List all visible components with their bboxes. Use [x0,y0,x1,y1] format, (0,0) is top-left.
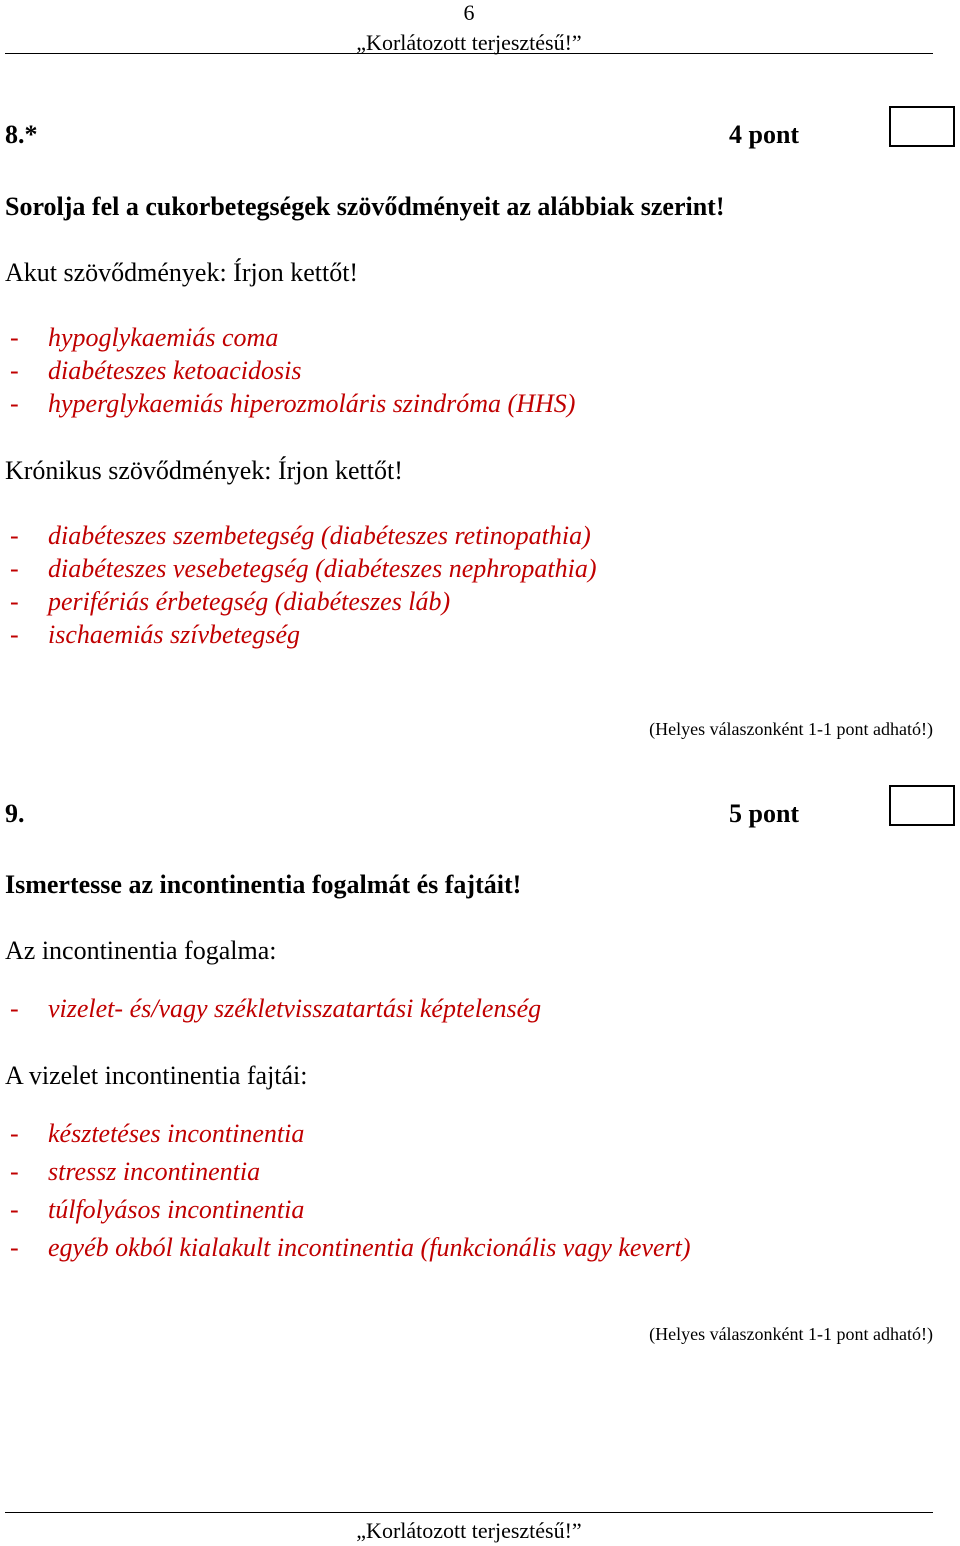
question-8-chronic-label: Krónikus szövődmények: Írjon kettőt! [5,456,403,485]
question-9-definition-label: Az incontinentia fogalma: [5,936,277,965]
question-9-scoring-note: (Helyes válaszonként 1-1 pont adható!) [649,1324,933,1344]
question-9-score-box [889,785,955,826]
answer-text: diabéteszes vesebetegség (diabéteszes nephropathia) [48,554,597,583]
answer-text: túlfolyásos incontinentia [48,1195,305,1224]
answer-dash: - [10,1233,19,1262]
question-9-points: 5 pont [729,799,800,828]
answer-dash: - [10,554,19,583]
answer-dash: - [10,356,19,385]
answer-text: késztetéses incontinentia [48,1119,305,1148]
answer-dash: - [10,620,19,649]
footer-restriction-notice: „Korlátozott terjesztésű!” [356,1518,582,1543]
question-8-points: 4 pont [729,120,800,149]
answer-dash: - [10,587,19,616]
question-9-number: 9. [5,799,25,828]
footer-divider [5,1512,933,1513]
question-9-types-label: A vizelet incontinentia fajtái: [5,1061,308,1090]
answer-dash: - [10,1195,19,1224]
answer-text: diabéteszes ketoacidosis [48,356,302,385]
answer-dash: - [10,521,19,550]
question-8-text: Sorolja fel a cukorbetegségek szövődményeit az alábbiak szerint! [5,192,725,221]
answer-text: perifériás érbetegség (diabéteszes láb) [48,587,451,616]
question-8-score-box [889,106,955,147]
answer-dash: - [10,994,19,1023]
answer-dash: - [10,1157,19,1186]
answer-text: hyperglykaemiás hiperozmoláris szindróma (HHS) [48,389,576,418]
answer-text: egyéb okból kialakult incontinentia (funkcionális vagy kevert) [48,1233,691,1262]
answer-text: diabéteszes szembetegség (diabéteszes retinopathia) [48,521,591,550]
answer-text: vizelet- és/vagy székletvisszatartási képtelenség [48,994,542,1023]
question-8-scoring-note: (Helyes válaszonként 1-1 pont adható!) [649,719,933,739]
answer-dash: - [10,389,19,418]
answer-text: hypoglykaemiás coma [48,323,279,352]
header-divider [5,53,933,54]
question-8-acute-label: Akut szövődmények: Írjon kettőt! [5,258,359,287]
answer-dash: - [10,323,19,352]
answer-text: ischaemiás szívbetegség [48,620,301,649]
question-8-number: 8.* [5,120,38,149]
header-restriction-notice: „Korlátozott terjesztésű!” [356,30,582,55]
question-9-text: Ismertesse az incontinentia fogalmát és fajtáit! [5,870,522,899]
answer-text: stressz incontinentia [48,1157,261,1186]
answer-dash: - [10,1119,19,1148]
page-number: 6 [463,0,475,25]
